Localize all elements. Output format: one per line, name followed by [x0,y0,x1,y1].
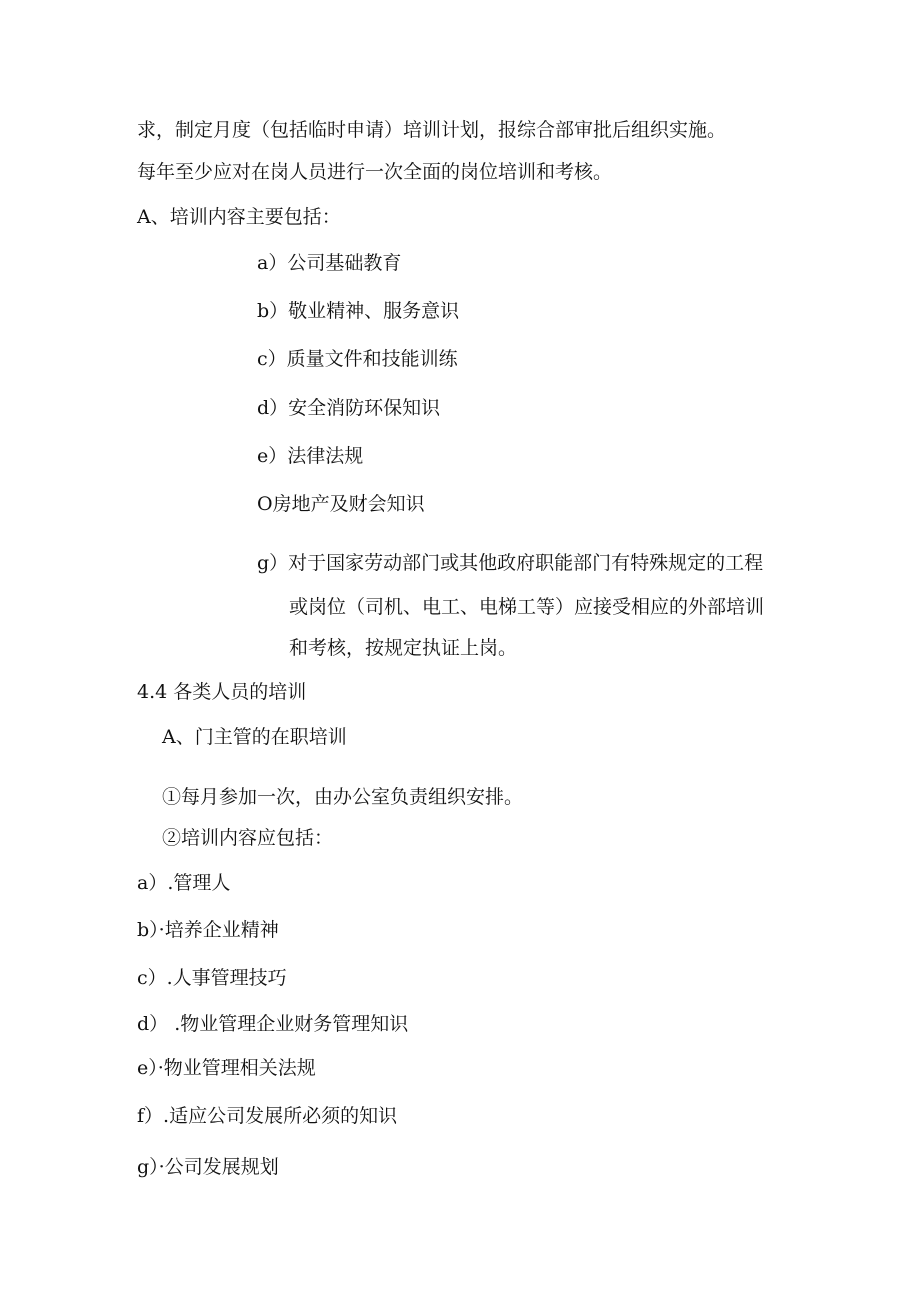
section-a-heading: A、培训内容主要包括： [137,206,341,228]
list-item: O房地产及财会知识 [257,493,425,515]
list-item: e）·物业管理相关法规 [137,1057,316,1079]
list-item: a）公司基础教育 [257,252,402,274]
list-item-g-line-2: 或岗位（司机、电工、电梯工等）应接受相应的外部培训 [289,596,765,618]
list-item-g-line-3: 和考核，按规定执证上岗。 [289,637,518,659]
list-item: b）敬业精神、服务意识 [257,300,460,322]
list-item: g）·公司发展规划 [137,1156,279,1178]
section-4-4-paragraph-1: ①每月参加一次，由办公室负责组织安排。 [162,786,524,808]
list-item-g-line-1: g）对于国家劳动部门或其他政府职能部门有特殊规定的工程 [257,552,764,574]
intro-line-2: 每年至少应对在岗人员进行一次全面的岗位培训和考核。 [137,161,613,183]
list-item: b）·培养企业精神 [137,919,279,941]
section-4-4-paragraph-2: ②培训内容应包括： [162,827,334,849]
list-item: a）.管理人 [137,872,231,894]
intro-line-1: 求，制定月度（包括临时申请）培训计划，报综合部审批后组织实施。 [137,119,727,141]
list-item: d） .物业管理企业财务管理知识 [137,1013,409,1035]
list-item: c）质量文件和技能训练 [257,348,458,370]
list-item: e）法律法规 [257,445,364,467]
list-item: f）.适应公司发展所必须的知识 [137,1105,398,1127]
section-4-4-heading: 4.4 各类人员的培训 [137,681,307,703]
list-item: c）.人事管理技巧 [137,967,287,989]
section-4-4-sub-heading: A、门主管的在职培训 [162,726,347,748]
list-item: d）安全消防环保知识 [257,397,441,419]
